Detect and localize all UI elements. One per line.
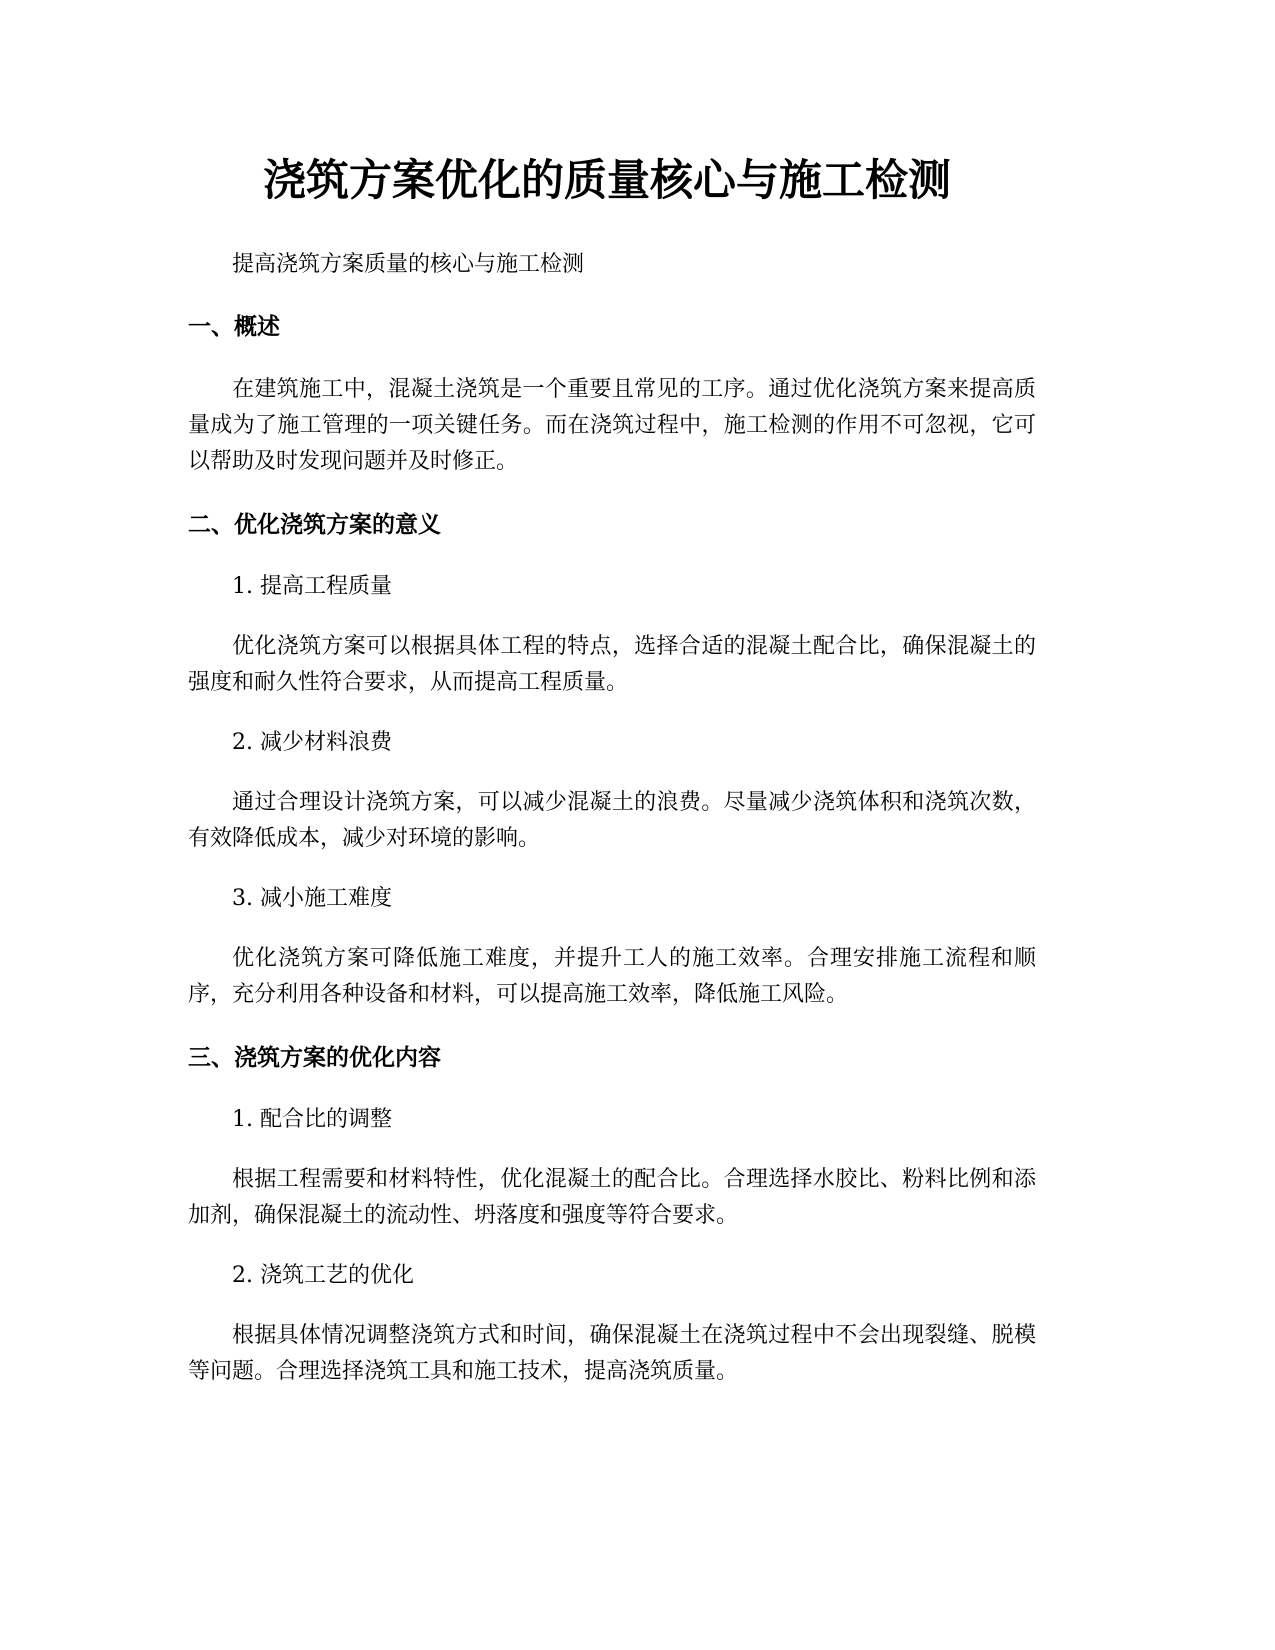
- item-heading-mix-ratio: 1. 配合比的调整: [232, 1107, 392, 1132]
- item-heading-waste: 2. 减少材料浪费: [232, 730, 392, 755]
- item-heading-quality: 1. 提高工程质量: [232, 574, 392, 599]
- document-title: 浇筑方案优化的质量核心与施工检测: [263, 156, 951, 206]
- section-heading-overview: 一、概述: [188, 314, 280, 340]
- item-paragraph-process: 根据具体情况调整浇筑方式和时间，确保混凝土在浇筑过程中不会出现裂缝、脱模等问题。合理选择浇筑工具和施工技术，提高浇筑质量。: [188, 1323, 1036, 1384]
- overview-paragraph: 在建筑施工中，混凝土浇筑是一个重要且常见的工序。通过优化浇筑方案来提高质量成为了施工管理的一项关键任务。而在浇筑过程中，施工检测的作用不可忽视，它可以帮助及时发现问题并及时修正。: [188, 377, 1036, 474]
- item-paragraph-difficulty: 优化浇筑方案可降低施工难度，并提升工人的施工效率。合理安排施工流程和顺序，充分利用各种设备和材料，可以提高施工效率，降低施工风险。: [188, 946, 1036, 1007]
- document-subtitle: 提高浇筑方案质量的核心与施工检测: [232, 252, 585, 277]
- item-heading-process: 2. 浇筑工艺的优化: [232, 1263, 414, 1288]
- item-paragraph-mix-ratio: 根据工程需要和材料特性，优化混凝土的配合比。合理选择水胶比、粉料比例和添加剂，确保混凝土的流动性、坍落度和强度等符合要求。: [188, 1167, 1036, 1228]
- item-paragraph-waste: 通过合理设计浇筑方案，可以减少混凝土的浪费。尽量减少浇筑体积和浇筑次数，有效降低成本，减少对环境的影响。: [188, 790, 1036, 851]
- item-heading-difficulty: 3. 减小施工难度: [232, 886, 392, 911]
- item-paragraph-quality: 优化浇筑方案可以根据具体工程的特点，选择合适的混凝土配合比，确保混凝土的强度和耐久性符合要求，从而提高工程质量。: [188, 634, 1036, 695]
- section-heading-content: 三、浇筑方案的优化内容: [188, 1045, 441, 1071]
- section-heading-significance: 二、优化浇筑方案的意义: [188, 512, 441, 538]
